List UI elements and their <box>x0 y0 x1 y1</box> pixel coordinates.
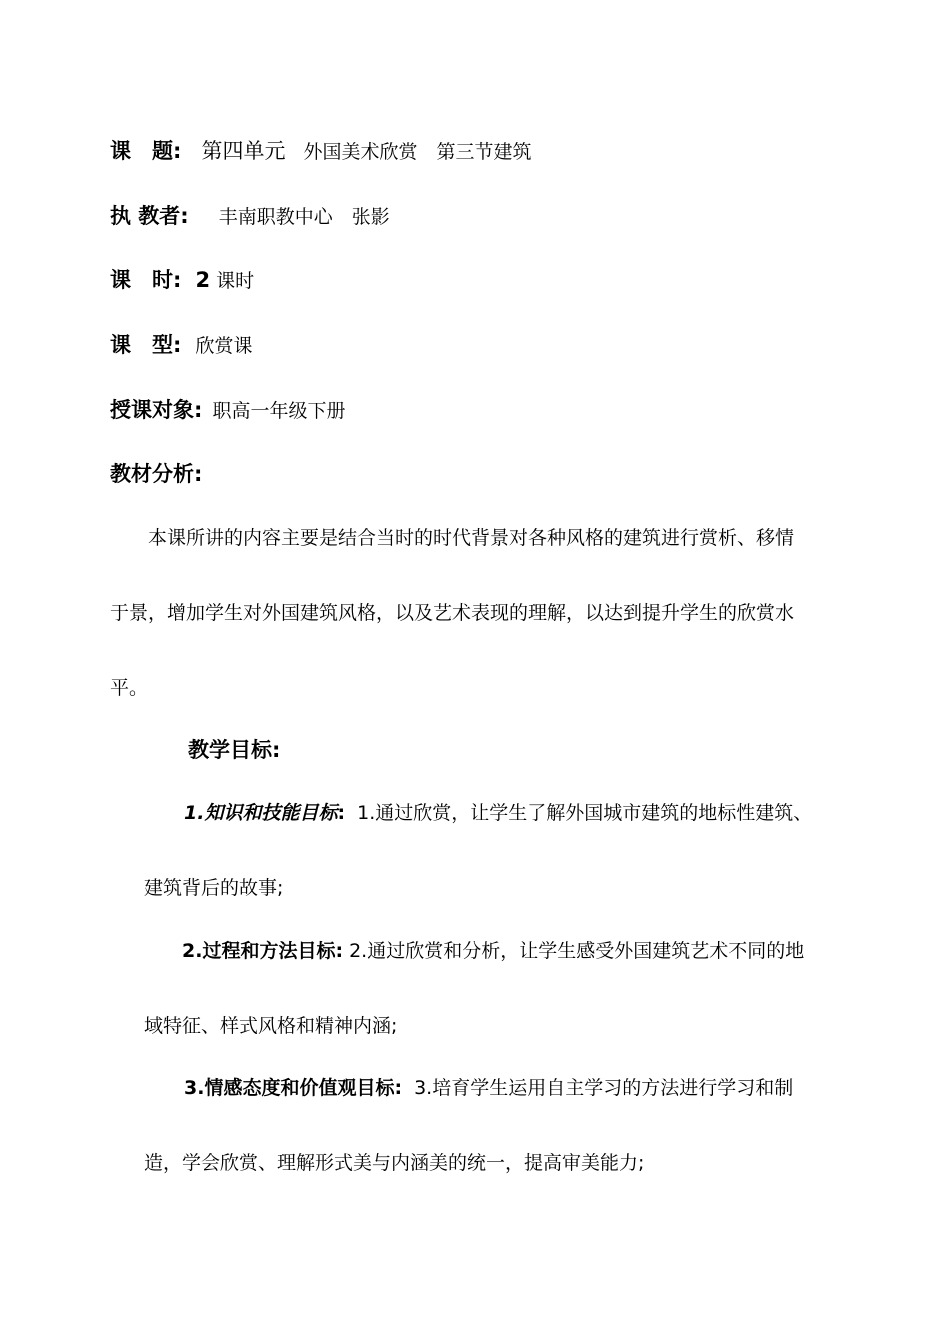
goal-1-row <box>184 801 812 825</box>
type-row <box>110 333 252 358</box>
goals-heading: 教学目标: <box>188 738 281 762</box>
hours-unit: 课时 <box>216 270 255 292</box>
analysis-line-2: 于景，增加学生对外国建筑风格，以及艺术表现的理解，以达到提升学生的欣赏水 <box>110 602 795 624</box>
hours-label: 课 时: <box>110 268 182 292</box>
goal-2-row <box>182 939 804 963</box>
audience-value: 职高一年级下册 <box>212 400 346 422</box>
topic-label: 课 题: <box>110 139 182 163</box>
analysis-line-1: 本课所讲的内容主要是结合当时的时代背景对各种风格的建筑进行赏析、移情 <box>148 527 795 549</box>
goal-2-text: 2.通过欣赏和分析，让学生感受外国建筑艺术不同的地 <box>349 940 805 962</box>
hours-row <box>110 268 254 293</box>
topic-value-main: 第四单元 <box>201 139 286 163</box>
goal-1-label: 1.知识和技能目标 <box>184 802 338 824</box>
goal-1-text: 1.通过欣赏，让学生了解外国城市建筑的地标性建筑、 <box>357 802 813 824</box>
topic-row <box>110 139 532 164</box>
goal-1-colon: : <box>337 802 346 824</box>
goal-3-row <box>184 1076 793 1100</box>
type-value: 欣赏课 <box>195 335 253 357</box>
teacher-value: 丰南职教中心 张影 <box>218 206 390 228</box>
goal-1-cont: 建筑背后的故事; <box>144 877 284 899</box>
analysis-line-3: 平。 <box>110 677 149 699</box>
topic-value-rest: 外国美术欣赏 第三节建筑 <box>303 141 532 163</box>
goal-2-label: 2.过程和方法目标: <box>182 940 344 962</box>
hours-number: 2 <box>195 268 211 292</box>
goal-3-cont: 造，学会欣赏、理解形式美与内涵美的统一，提高审美能力; <box>144 1152 645 1174</box>
goal-2-cont: 域特征、样式风格和精神内涵; <box>144 1015 398 1037</box>
audience-label: 授课对象: <box>110 398 203 422</box>
audience-row <box>110 398 345 423</box>
goal-3-text: 3.培育学生运用自主学习的方法进行学习和制 <box>414 1077 794 1099</box>
goal-3-label: 3.情感态度和价值观目标: <box>184 1077 403 1099</box>
teacher-row <box>110 204 390 229</box>
type-label: 课 型: <box>110 333 182 357</box>
analysis-heading: 教材分析: <box>110 462 203 486</box>
teacher-label: 执 教者: <box>110 204 189 228</box>
